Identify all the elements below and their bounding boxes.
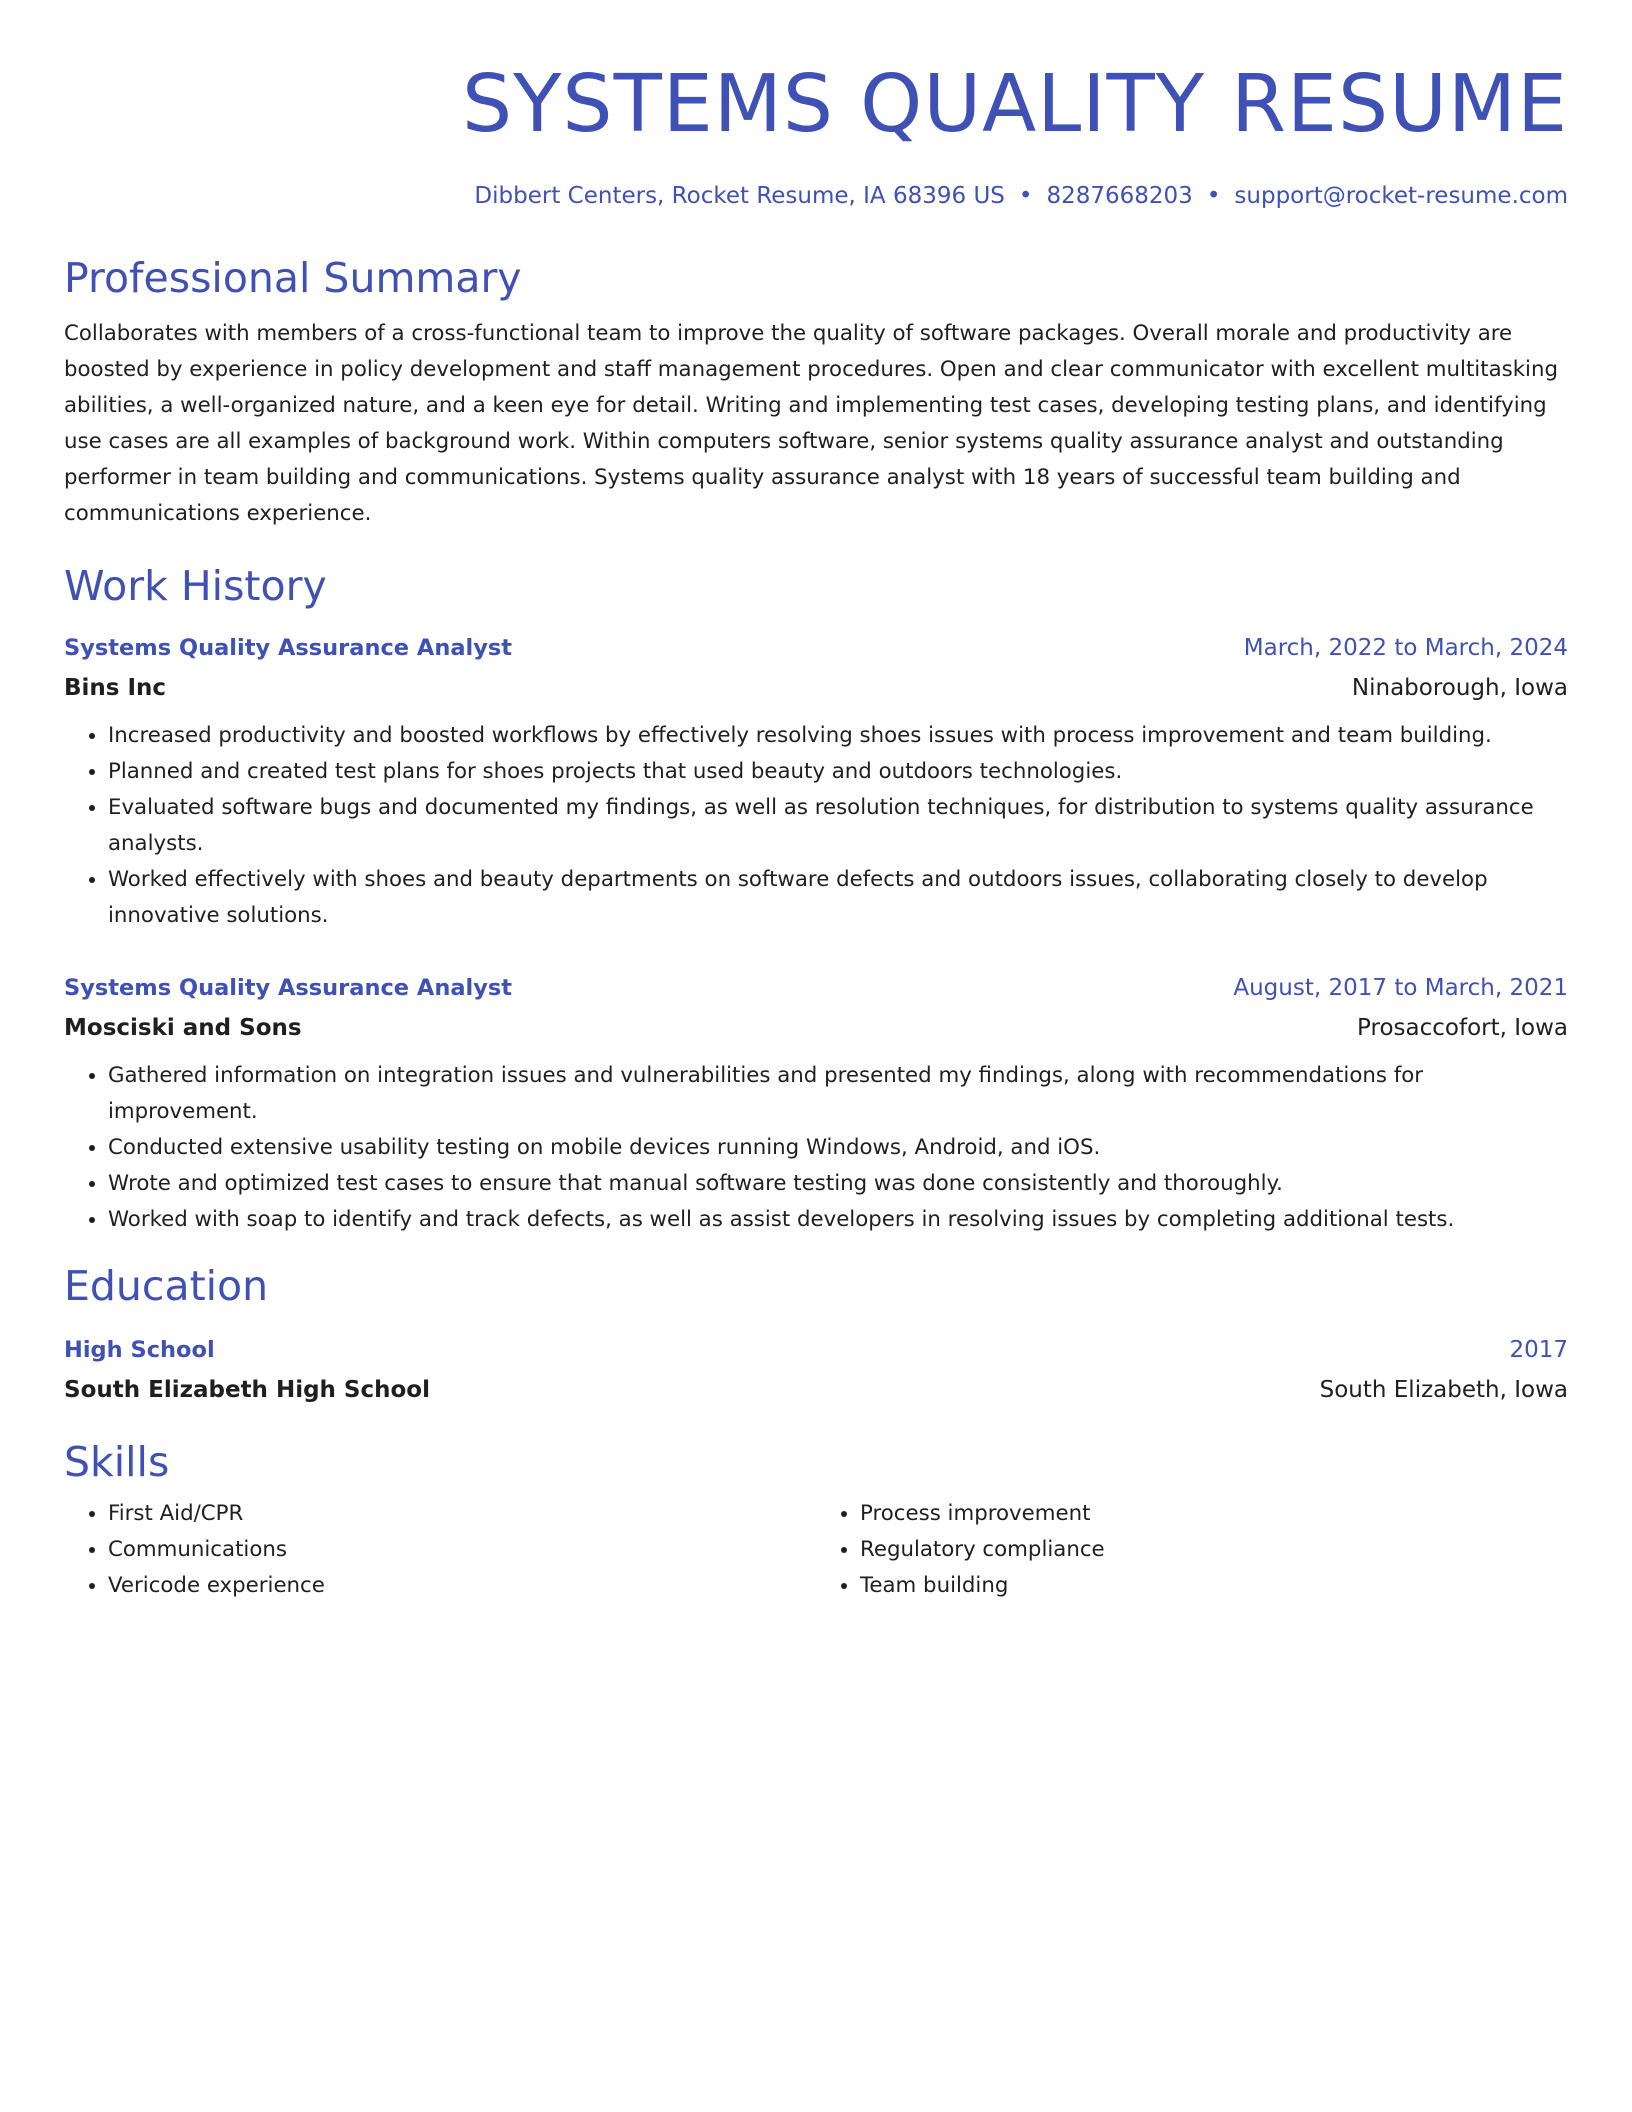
skills-column-right (816, 1496, 1568, 1604)
job-bullets (64, 718, 1568, 934)
summary-heading: Professional Summary (64, 254, 522, 302)
education-heading: Education (64, 1262, 269, 1310)
job-bullet: • Conducted extensive usability testing on mobile devices running Windows, Android, and iOS. (108, 1130, 1568, 1166)
job-bullet: • Wrote and optimized test cases to ensure that manual software testing was done consistently and thoroughly. (108, 1166, 1568, 1202)
skill-item: • Vericode experience (108, 1568, 816, 1604)
job-entry (64, 968, 1568, 1238)
job-title: Systems Quality Assurance Analyst (64, 635, 513, 661)
summary-text: Collaborates with members of a cross-functional team to improve the quality of software packages. Overall morale and productivity are boosted by experience in policy development and staff management procedures. Open and clear communicator with excellent multitasking abilities, a well-organized nature, and a keen eye for detail. Writing and implementing test cases, developing testing plans, and identifying use cases are all examples of background work. Within computers software, senior systems quality assurance analyst and outstanding performer in team building and communications. Systems quality assurance analyst with 18 years of successful team building and communications experience. (64, 321, 1558, 526)
education-year: 2017 (1509, 1337, 1568, 1363)
skill-item: • Communications (108, 1532, 816, 1568)
candidate-name: SYSTEMS QUALITY RESUME (462, 58, 1568, 150)
contact-phone: 8287668203 (1046, 183, 1193, 209)
job-title: Systems Quality Assurance Analyst (64, 975, 513, 1001)
education-entry (64, 1330, 1568, 1410)
job-bullet: • Worked with soap to identify and track defects, as well as assist developers in resolving issues by completing additional tests. (108, 1202, 1568, 1238)
contact-email: support@rocket-resume.com (1234, 183, 1568, 209)
education-degree: High School (64, 1337, 215, 1363)
resume-header (64, 54, 1568, 212)
skills-column-left (64, 1496, 816, 1604)
job-company-row (64, 1008, 1568, 1048)
work-history-heading: Work History (64, 562, 327, 610)
education-header-row (64, 1330, 1568, 1370)
job-bullet: • Planned and created test plans for shoes projects that used beauty and outdoors technologies. (108, 754, 1568, 790)
education-school-row (64, 1370, 1568, 1410)
summary-section (64, 252, 1568, 532)
job-dates: August, 2017 to March, 2021 (1233, 975, 1568, 1001)
skill-item: • Team building (860, 1568, 1568, 1604)
skills-heading: Skills (64, 1438, 170, 1486)
job-entry (64, 628, 1568, 934)
contact-separator: • (1018, 183, 1033, 209)
contact-address: Dibbert Centers, Rocket Resume, IA 68396 US (474, 183, 1005, 209)
job-company: Mosciski and Sons (64, 1015, 302, 1041)
skill-item: • Regulatory compliance (860, 1532, 1568, 1568)
job-company: Bins Inc (64, 675, 167, 701)
skill-item: • Process improvement (860, 1496, 1568, 1532)
job-bullet: • Increased productivity and boosted workflows by effectively resolving shoes issues with process improvement and team building. (108, 718, 1568, 754)
work-history-section (64, 560, 1568, 1238)
job-company-row (64, 668, 1568, 708)
job-dates: March, 2022 to March, 2024 (1243, 635, 1568, 661)
job-bullet: • Gathered information on integration issues and vulnerabilities and presented my findings, along with recommendations for improvement. (108, 1058, 1568, 1130)
skill-item: • First Aid/CPR (108, 1496, 816, 1532)
skills-section (64, 1436, 1568, 1604)
job-location: Ninaborough, Iowa (1351, 675, 1568, 701)
job-header-row (64, 628, 1568, 668)
job-bullet: • Worked effectively with shoes and beauty departments on software defects and outdoors issues, collaborating closely to develop innovative solutions. (108, 862, 1568, 934)
job-location: Prosaccofort, Iowa (1357, 1015, 1568, 1041)
contact-separator: • (1206, 183, 1221, 209)
education-school: South Elizabeth High School (64, 1377, 430, 1403)
education-section (64, 1260, 1568, 1410)
job-bullet: • Evaluated software bugs and documented my findings, as well as resolution techniques, for distribution to systems quality assurance analysts. (108, 790, 1568, 862)
education-location: South Elizabeth, Iowa (1319, 1377, 1568, 1403)
contact-line (64, 180, 1568, 212)
job-bullets (64, 1058, 1568, 1238)
job-header-row (64, 968, 1568, 1008)
skills-grid (64, 1496, 1568, 1604)
